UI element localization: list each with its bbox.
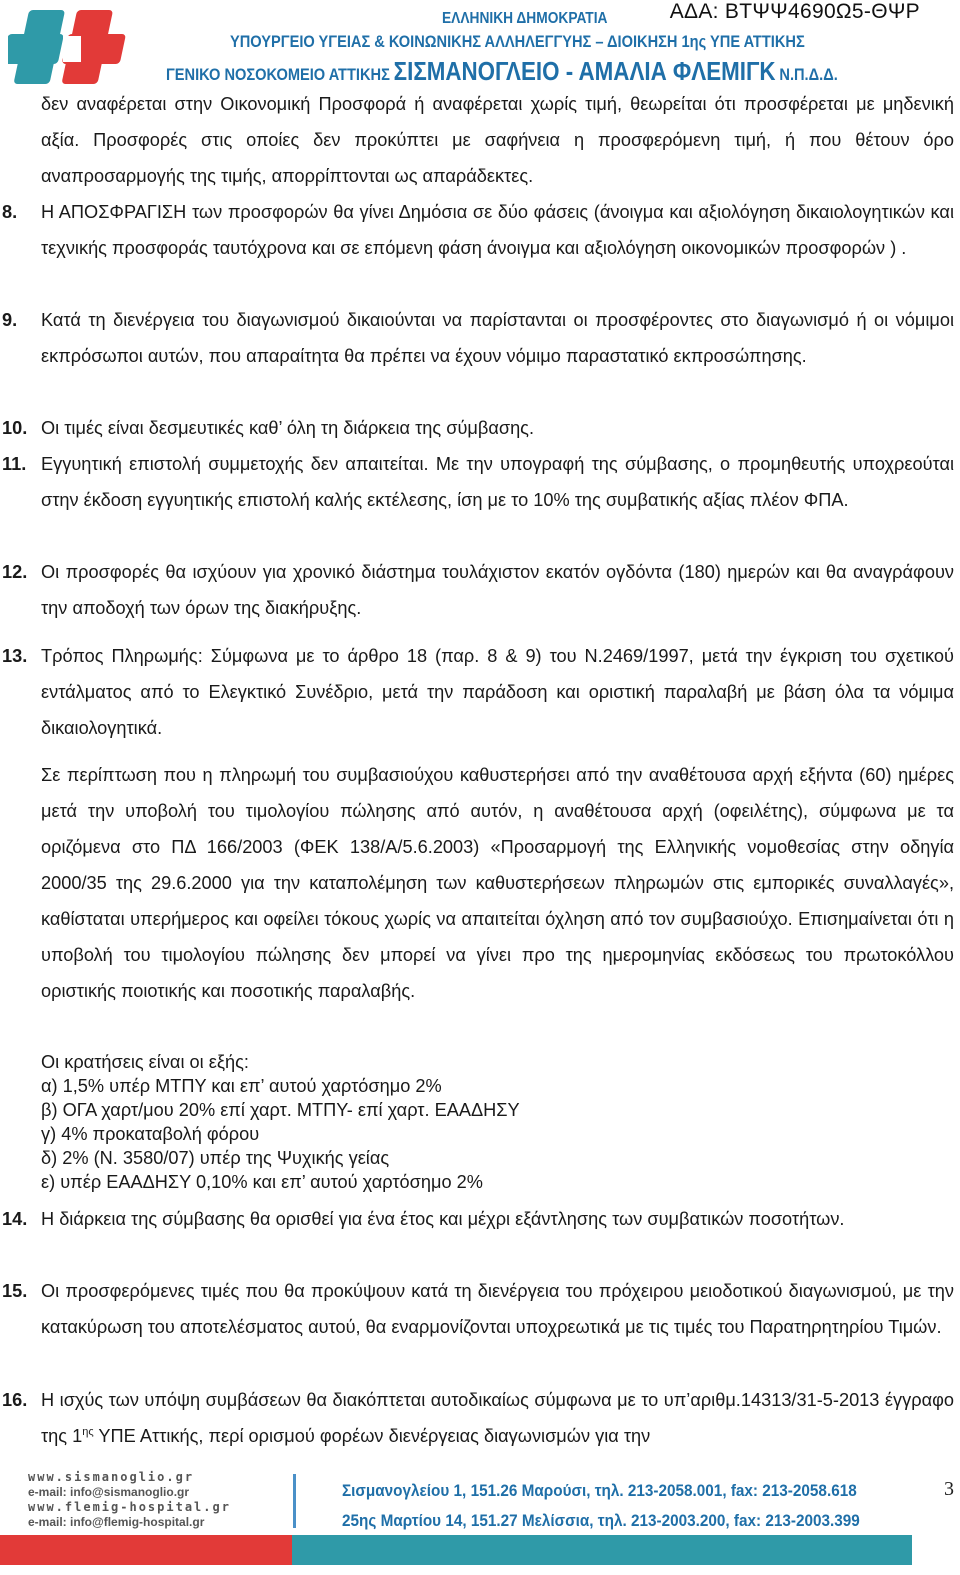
item-number-13: 13. xyxy=(2,646,28,666)
footer-bar-red xyxy=(0,1535,292,1565)
footer-email-link[interactable]: e-mail: info@flemig-hospital.gr xyxy=(28,1515,205,1529)
item-16-text-a: Η ισχύς των υπόψη συμβάσεων θα διακόπτεται αυτοδικαίως σύμφωνα με το υπ’αριθμ.14313/31-5-2013 έγγραφο της 1 xyxy=(41,1390,954,1446)
item-13-text: Τρόπος Πληρωμής: Σύμφωνα με το άρθρο 18 (παρ. 8 & 9) του Ν.2469/1997, μετά την έγκριση του σχετικού εντάλματος από το Ελεγκτικό Συνέδριο, μετά την παράδοση και οριστική παραλαβή με βάση όλα τα νόμιμα δικαιολογητικά. xyxy=(41,646,954,738)
footer-contacts xyxy=(28,1470,231,1530)
footer-address: 25ης Μαρτίου 14, 151.27 Μελίσσια, τηλ. 213-2003.200, fax: 213-2003.399 xyxy=(342,1511,860,1530)
item-11-text: Εγγυητική επιστολή συμμετοχής δεν απαιτείται. Με την υπογραφή της σύμβασης, ο προμηθευτής υποχρεούται στην έκδοση εγγυητικής επιστολή καλής εκτέλεσης, ίση με το 10% της συμβατικής αξίας πλέον ΦΠΑ. xyxy=(41,454,954,510)
item-16-text xyxy=(41,1382,954,1454)
item-number-14: 14. xyxy=(2,1209,28,1229)
header-hospital xyxy=(166,56,838,87)
footer-email-link[interactable]: e-mail: info@sismanoglio.gr xyxy=(28,1485,190,1499)
deduction-item: α) 1,5% υπέρ ΜΤΠΥ και επ’ αυτού χαρτόσημο 2% xyxy=(41,1076,442,1096)
footer-website-link[interactable]: www.sismanoglio.gr xyxy=(28,1470,195,1484)
deduction-item: ε) υπέρ ΕΑΑΔΗΣΥ 0,10% και επ’ αυτού χαρτόσημο 2% xyxy=(41,1172,483,1192)
item-15-text: Οι προσφερόμενες τιμές που θα προκύψουν κατά τη διενέργεια του πρόχειρου μειοδοτικού διαγωνισμού, με την κατακύρωση του αποτελέσματος αυτού, θα εναρμονίζονται υποχρεωτικά με τις τιμές του Παρατηρητηρίου Τιμών. xyxy=(41,1281,954,1337)
hospital-cross-logo-icon xyxy=(8,6,136,92)
item-16-text-b: ΥΠΕ Αττικής, περί ορισμού φορέων διενέργειας διαγωνισμών για την xyxy=(93,1426,651,1446)
item-8-text: Η ΑΠΟΣΦΡΑΓΙΣΗ των προσφορών θα γίνει Δημόσια σε δύο φάσεις (άνοιγμα και αξιολόγηση δικαιολογητικών και τεχνικής προσφοράς ταυτόχρονα και σε επόμενη φάση άνοιγμα και αξιολόγηση οικονομικών προσφορών ) . xyxy=(41,202,954,258)
header-ministry: ΥΠΟΥΡΓΕΙΟ ΥΓΕΙΑΣ & ΚΟΙΝΩΝΙΚΗΣ ΑΛΛΗΛΕΓΓΥΗΣ – ΔΙΟΙΚΗΣΗ 1ης ΥΠΕ ΑΤΤΙΚΗΣ xyxy=(230,32,805,51)
header-hospital-suffix: Ν.Π.Δ.Δ. xyxy=(779,65,838,84)
item-9-text: Κατά τη διενέργεια του διαγωνισμού δικαιούνται να παρίστανται οι προσφέροντες στο διαγωνισμό ή οι νόμιμοι εκπρόσωποι αυτών, που απαραίτητα θα πρέπει να έχουν νόμιμο παραστατικό εκπροσώπησης. xyxy=(41,310,954,366)
item-number-9: 9. xyxy=(2,310,18,330)
paragraph-continuation: δεν αναφέρεται στην Οικονομική Προσφορά ή αναφέρεται χωρίς τιμή, θεωρείται ότι προσφέρεται με μηδενική αξία. Προσφορές στις οποίες δεν προκύπτει με σαφήνεια η προσφερόμενη τιμή, ή που θέτουν όρο αναπροσαρμογής της τιμής, απορρίπτονται ως απαράδεκτες. xyxy=(41,94,954,186)
footer-address: Σισμανογλείου 1, 151.26 Μαρούσι, τηλ. 213-2058.001, fax: 213-2058.618 xyxy=(342,1481,857,1500)
header-hospital-name: ΣΙΣΜΑΝΟΓΛΕΙΟ - ΑΜΑΛΙΑ ΦΛΕΜΙΓΚ xyxy=(393,56,776,86)
item-number-12: 12. xyxy=(2,562,28,582)
item-number-8: 8. xyxy=(2,202,18,222)
footer-addresses xyxy=(342,1476,860,1536)
page-footer xyxy=(0,1464,960,1575)
deduction-item: β) ΟΓΑ χαρτ/μου 20% επί χαρτ. ΜΤΠΥ- επί χαρτ. ΕΑΑΔΗΣΥ xyxy=(41,1100,520,1120)
item-13-late-payment: Σε περίπτωση που η πληρωμή του συμβασιούχου καθυστερήσει από την αναθέτουσα αρχή εξήντα (60) ημέρες μετά την υποβολή του τιμολογίου πώλησης από αυτόν, η αναθέτουσα αρχή (οφειλέτης), σύμφωνα με τα οριζόμενα στο ΠΔ 166/2003 (ΦΕΚ 138/Α/5.6.2003) «Προσαρμογή της Ελληνικής νομοθεσίας στην οδηγία 2000/35 της 29.6.2000 για την καταπολέμηση των καθυστερήσεων πληρωμών στις εμπορικές συναλλαγές», καθίσταται υπερήμερος και οφείλει τόκους χωρίς να απαιτείται όχληση από τον συμβασιούχο. Επισημαίνεται ότι η υποβολή του τιμολογίου πώλησης δεν μπορεί να γίνει προ της ημερομηνίας εκδόσεως του πρωτοκόλλου οριστικής ποιοτικής και ποσοτικής παραλαβής. xyxy=(41,765,954,1001)
item-12-text: Οι προσφορές θα ισχύουν για χρονικό διάστημα τουλάχιστον εκατόν ογδόντα (180) ημερών και θα αναγράφουν την αποδοχή των όρων της διακήρυξης. xyxy=(41,562,954,618)
ada-code: ΑΔΑ: ΒΤΨΨ4690Ω5-ΘΨΡ xyxy=(669,0,920,23)
deductions-list xyxy=(41,1050,520,1194)
footer-bar-teal xyxy=(292,1535,912,1565)
item-number-10: 10. xyxy=(2,418,28,438)
header-republic: ΕΛΛΗΝΙΚΗ ΔΗΜΟΚΡΑΤΙΑ xyxy=(442,10,608,27)
deductions-title: Οι κρατήσεις είναι οι εξής: xyxy=(41,1052,249,1072)
item-number-11: 11. xyxy=(2,454,27,474)
item-16-superscript: ης xyxy=(82,1425,94,1438)
item-10-text: Οι τιμές είναι δεσμευτικές καθ’ όλη τη διάρκεια της σύμβασης. xyxy=(41,418,534,438)
page-number: 3 xyxy=(944,1478,954,1500)
footer-website-link[interactable]: www.flemig-hospital.gr xyxy=(28,1500,231,1514)
header-hospital-prefix: ΓΕΝΙΚΟ ΝΟΣΟΚΟΜΕΙΟ ΑΤΤΙΚΗΣ xyxy=(166,65,390,84)
item-number-16: 16. xyxy=(2,1390,28,1410)
item-number-15: 15. xyxy=(2,1281,28,1301)
footer-divider xyxy=(293,1474,296,1528)
item-14-text: Η διάρκεια της σύμβασης θα ορισθεί για ένα έτος και μέχρι εξάντλησης των συμβατικών ποσοτήτων. xyxy=(41,1209,845,1229)
deduction-item: γ) 4% προκαταβολή φόρου xyxy=(41,1124,260,1144)
deduction-item: δ) 2% (Ν. 3580/07) υπέρ της Ψυχικής γείας xyxy=(41,1148,390,1168)
